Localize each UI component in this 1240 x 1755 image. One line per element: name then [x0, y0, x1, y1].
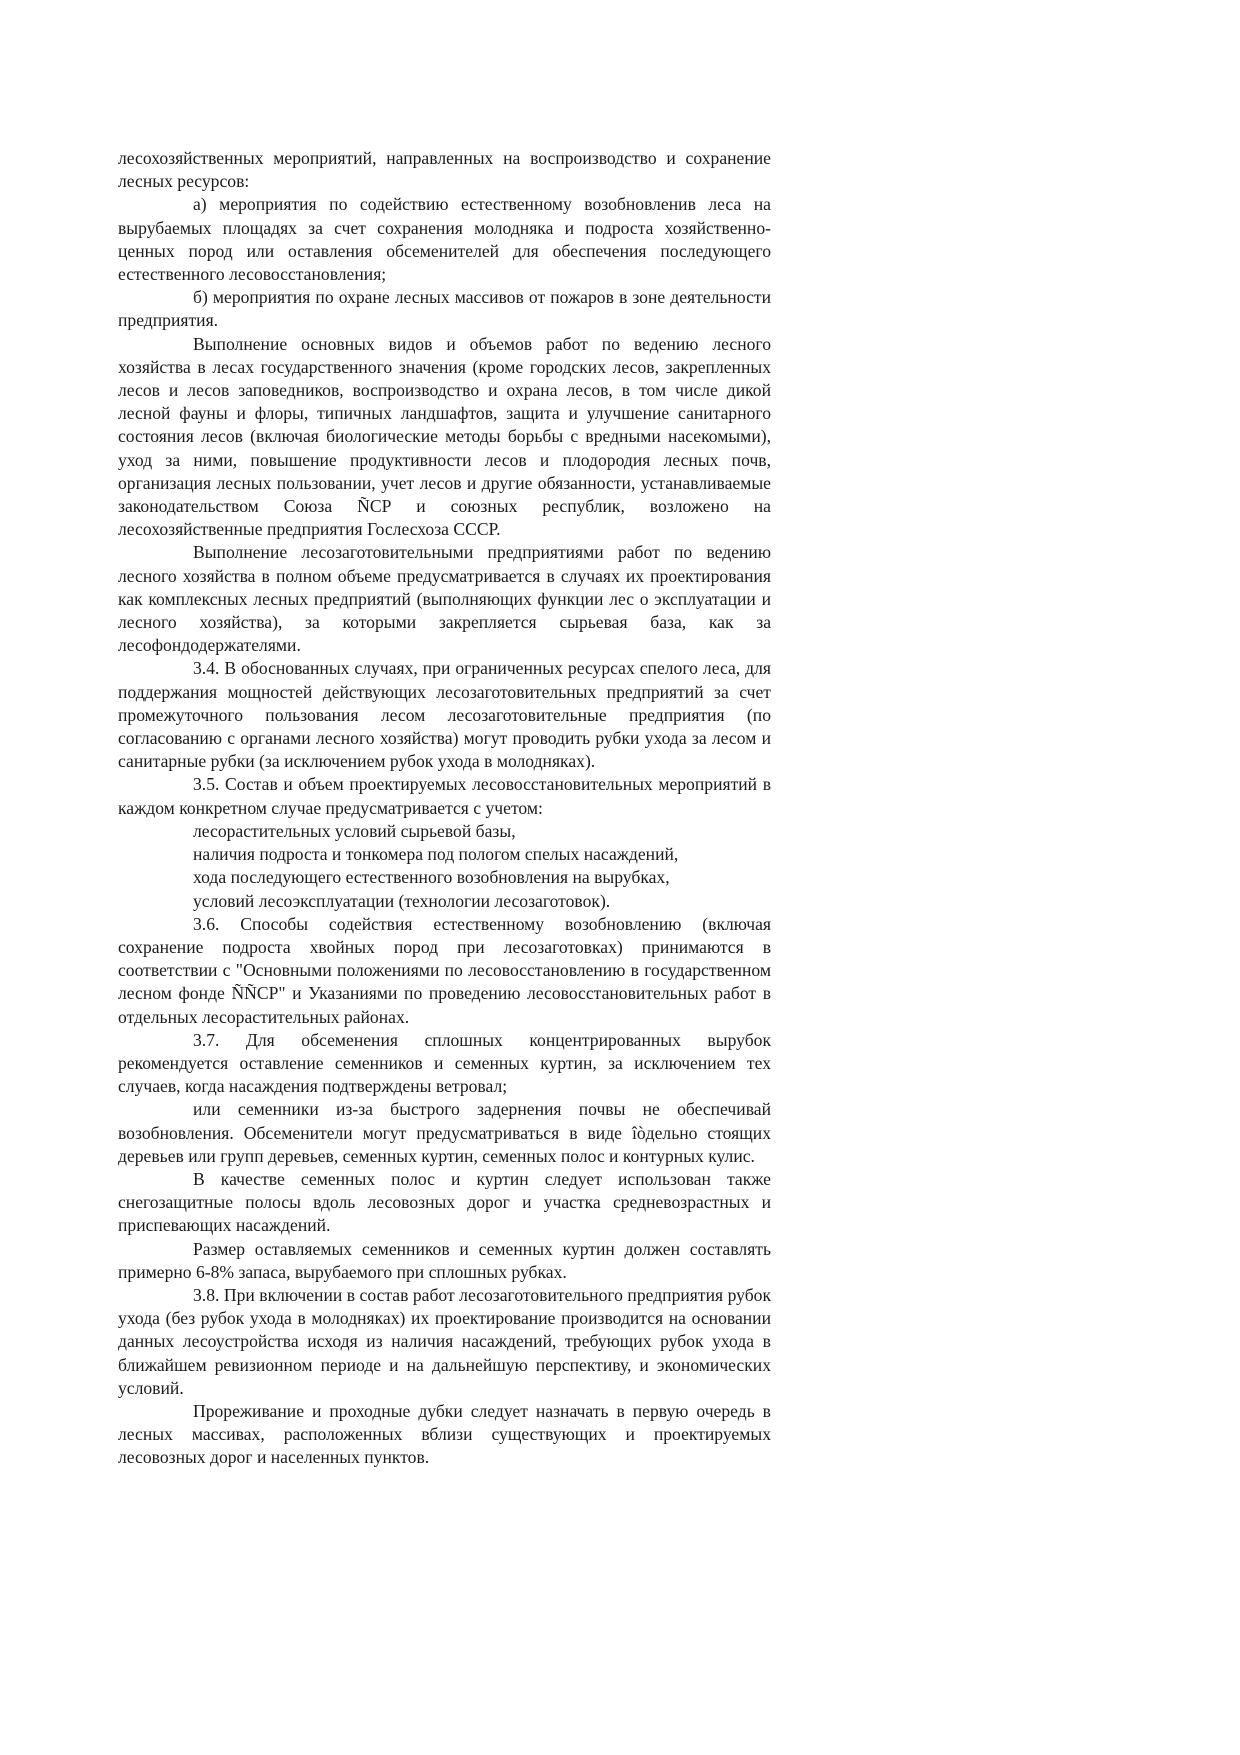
document-page — [118, 147, 771, 1470]
paragraph-item-a: а) мероприятия по содействию естественному возобновленив леса на вырубаемых площадях за счет сохранения молодняка и подроста хозяйственно-ценных пород или оставления обсеменителей для обеспечения последующего естественного лесовосстановления; — [118, 194, 771, 285]
list-item: лесорастительных условий сырьевой базы, — [193, 820, 516, 841]
paragraph-section-3-7: 3.7. Для обсеменения сплошных концентрированных вырубок рекомендуется оставление семенников и семенных куртин, за исключением тех случаев, когда насаждения подтверждены ветровал; — [118, 1029, 771, 1097]
list-item: наличия подроста и тонкомера под пологом спелых насаждений, — [193, 844, 679, 865]
paragraph-section-3-6: 3.6. Способы содействия естественному возобновлению (включая сохранение подроста хвойных пород при лесозаготовках) принимаются в соответствии с "Основными положениями по лесовосстановлению в государственном лесном фонде ÑÑСР" и Указаниями по проведению лесовосстановительных работ в отдельных лесорастительных районах. — [118, 913, 771, 1027]
paragraph-seed-trees: или семенники из-за быстрого задернения почвы не обеспечивай возобновления. Обсеменители могут предусматриваться в виде îòдельно стоящих деревьев или групп деревьев, семенных куртин, семенных полос и контурных кулис. — [118, 1099, 771, 1166]
paragraph-section-3-4: 3.4. В обоснованных случаях, при ограниченных ресурсах спелого леса, для поддержания мощностей действующих лесозаготовительных предприятий за счет промежуточного пользования лесом лесозаготовительные предприятия (по согласованию с органами лесного хозяйства) могут проводить рубки ухода за лесом и санитарные рубки (за исключением рубок ухода в молодняках). — [118, 658, 771, 772]
paragraph-item-b: б) мероприятия по охране лесных массивов от пожаров в зоне деятельности предприятия. — [118, 287, 771, 331]
list-item: условий лесоэксплуатации (технологии лесозаготовок). — [193, 890, 611, 911]
paragraph-forestry-works: Выполнение основных видов и объемов работ по ведению лесного хозяйства в лесах государственного значения (кроме городских лесов, закрепленных лесов и лесов заповедников, воспроизводство и охрана лесов, в том числе дикой лесной фауны и флоры, типичных ландшафтов, защита и улучшение санитарного состояния лесов (включая биологические методы борьбы с вредными насекомыми), уход за ними, повышение продуктивности лесов и плодородия лесных почв, организация лесных пользовании, учет лесов и другие обязанности, устанавливаемые законодательством Союза ÑСР и союзных республик, возложено на лесохозяйственные предприятия Гослесхоза СССР. — [118, 333, 771, 540]
paragraph-section-3-8: 3.8. При включении в состав работ лесозаготовительного предприятия рубок ухода (без рубок ухода в молодняках) их проектирование производится на основании данных лесоустройства исходя из наличия насаждений, требующих рубок ухода в ближайшем ревизионном периоде и на дальнейшую перспективу, и экономических условий. — [118, 1284, 771, 1398]
paragraph-seed-strips: В качестве семенных полос и куртин следует использован также снегозащитные полосы вдоль лесовозных дорог и участка средневозрастных и приспевающих насаждений. — [118, 1168, 771, 1236]
paragraph-seed-size: Размер оставляемых семенников и семенных куртин должен составлять примерно 6-8% запаса, вырубаемого при сплошных рубках. — [118, 1238, 771, 1282]
paragraph-section-3-5: 3.5. Состав и объем проектируемых лесовосстановительных мероприятий в каждом конкретном случае предусматривается с учетом: — [118, 774, 771, 818]
paragraph-thinning: Прореживание и проходные дубки следует назначать в первую очередь в лесных массивах, расположенных вблизи существующих и проектируемых лесовозных дорог и населенных пунктов. — [118, 1400, 771, 1468]
list-item: хода последующего естественного возобновления на вырубках, — [193, 867, 670, 888]
paragraph-continuation: лесохозяйственных мероприятий, направленных на воспроизводство и сохранение лесных ресурсов: — [118, 148, 771, 192]
paragraph-logging-enterprises: Выполнение лесозаготовительными предприятиями работ по ведению лесного хозяйства в полном объеме предусматривается в случаях их проектирования как комплексных лесных предприятий (выполняющих функции лес о эксплуатации и лесного хозяйства), за которыми закрепляется сырьевая база, как за лесофондодержателями. — [118, 542, 771, 656]
